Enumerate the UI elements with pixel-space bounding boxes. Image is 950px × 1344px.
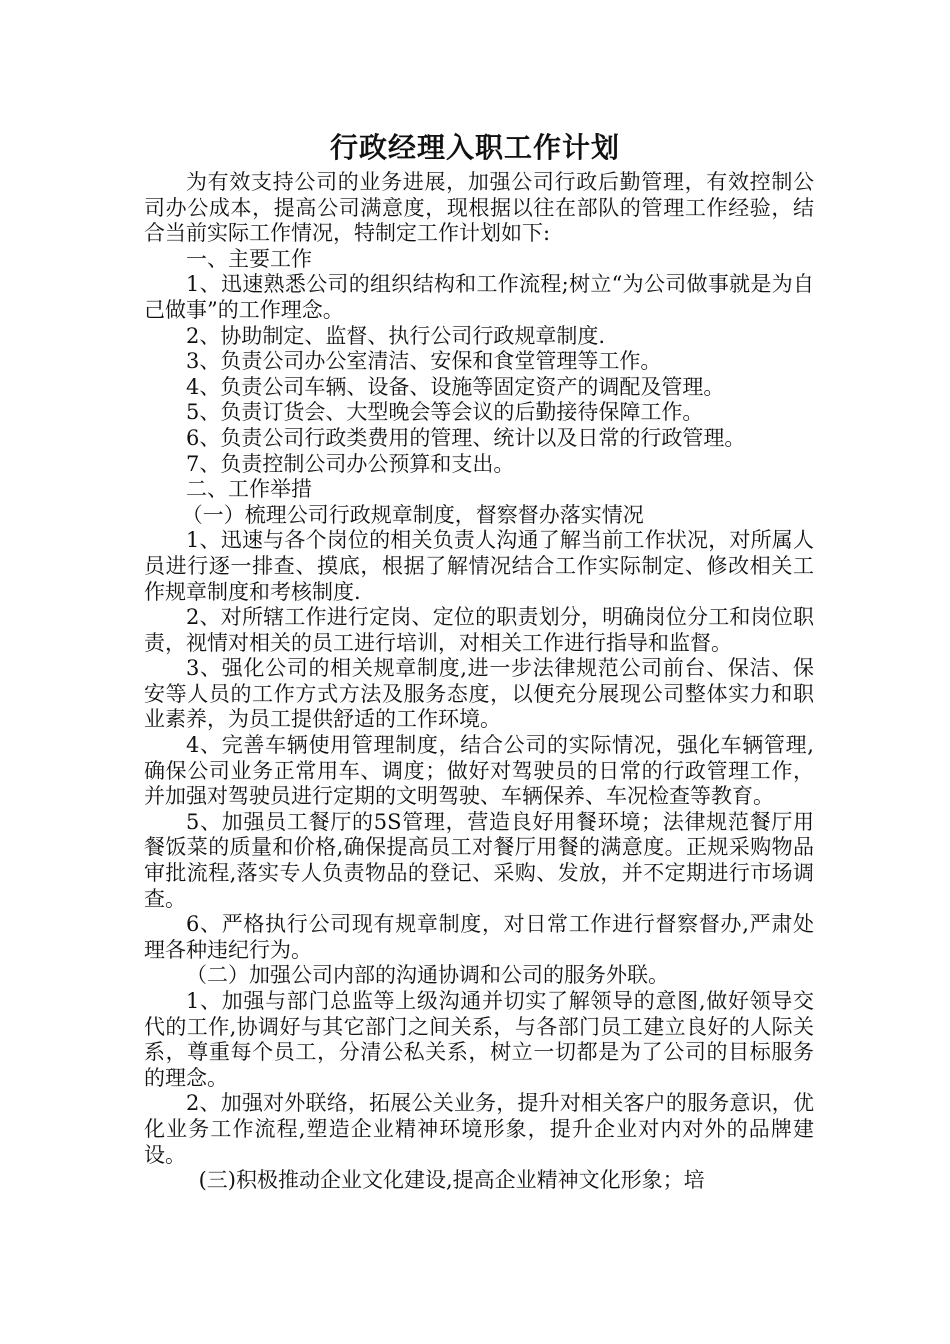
paragraph: （二）加强公司内部的沟通协调和公司的服务外联。 xyxy=(186,963,669,988)
paragraph: 6、负责公司行政类费用的管理、统计以及日常的行政管理。 xyxy=(186,425,746,450)
document-body xyxy=(144,170,814,1194)
section-heading: 一、主要工作 xyxy=(186,246,312,271)
section-heading: 二、工作举措 xyxy=(186,477,312,502)
paragraph: 4、负责公司车辆、设备、设施等固定资产的调配及管理。 xyxy=(186,374,725,399)
paragraph: 4、完善车辆使用管理制度，结合公司的实际情况，强化车辆管理,确保公司业务正常用车、调度；做好对驾驶员的日常的行政管理工作，并加强对驾驶员进行定期的文明驾驶、车辆保养、车况检查等教育。 xyxy=(144,733,814,809)
paragraph: 6、严格执行公司现有规章制度，对日常工作进行督察督办,严肃处理各种违纪行为。 xyxy=(144,912,814,962)
paragraph: 5、加强员工餐厅的5S管理，营造良好用餐环境；法律规范餐厅用餐饭菜的质量和价格,确保提高员工对餐厅用餐的满意度。正规采购物品审批流程,落实专人负责物品的登记、采购、发放，并不定期进行市场调查。 xyxy=(144,809,814,911)
paragraph: 1、加强与部门总监等上级沟通并切实了解领导的意图,做好领导交代的工作,协调好与其它部门之间关系，与各部门员工建立良好的人际关系，尊重每个员工，分清公私关系，树立一切都是为了公司的目标服务的理念。 xyxy=(144,989,814,1090)
paragraph: 3、负责公司办公室清洁、安保和食堂管理等工作。 xyxy=(186,349,662,374)
paragraph: 2、加强对外联络，拓展公关业务，提升对相关客户的服务意识，优化业务工作流程,塑造企业精神环境形象，提升企业对内对外的品牌建设。 xyxy=(144,1091,814,1167)
paragraph: 1、迅速熟悉公司的组织结构和工作流程;树立“为公司做事就是为自己做事”的工作理念。 xyxy=(144,272,814,322)
paragraph: 2、协助制定、监督、执行公司行政规章制度. xyxy=(186,323,606,348)
paragraph: (三)积极推动企业文化建设,提高企业精神文化形象；培 xyxy=(198,1168,705,1193)
document-title: 行政经理入职工作计划 xyxy=(329,131,620,164)
paragraph: 5、负责订货会、大型晚会等会议的后勤接待保障工作。 xyxy=(186,400,704,425)
paragraph: 2、对所辖工作进行定岗、定位的职责划分，明确岗位分工和岗位职责，视情对相关的员工进行培训，对相关工作进行指导和监督。 xyxy=(144,605,814,655)
paragraph: 7、负责控制公司办公预算和支出。 xyxy=(186,451,515,476)
paragraph: 1、迅速与各个岗位的相关负责人沟通了解当前工作状况，对所属人员进行逐一排查、摸底，根据了解情况结合工作实际制定、修改相关工作规章制度和考核制度. xyxy=(144,528,814,604)
paragraph: 为有效支持公司的业务进展，加强公司行政后勤管理，有效控制公司办公成本，提高公司满意度，现根据以往在部队的管理工作经验，结合当前实际工作情况，特制定工作计划如下: xyxy=(144,170,814,246)
paragraph: （一）梳理公司行政规章制度，督察督办落实情况 xyxy=(181,502,644,527)
paragraph: 3、强化公司的相关规章制度,进一步法律规范公司前台、保洁、保安等人员的工作方式方法及服务态度，以便充分展现公司整体实力和职业素养，为员工提供舒适的工作环境。 xyxy=(144,656,814,732)
